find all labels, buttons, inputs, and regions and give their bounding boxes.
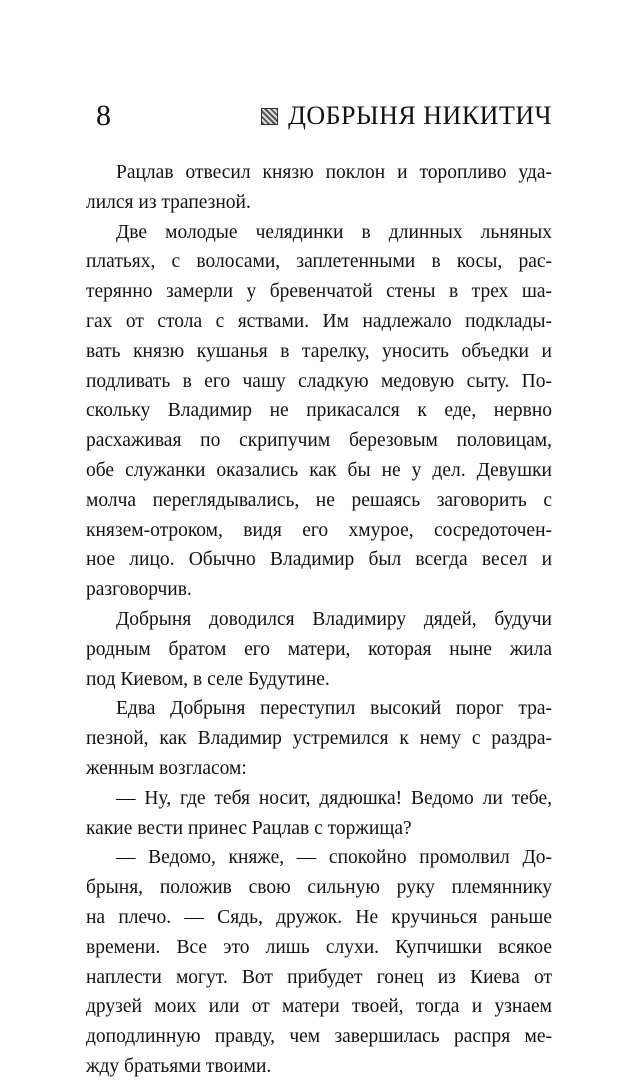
text-line: молча переглядывались, не решаясь заговорить с (86, 489, 552, 511)
text-line: времени. Все это лишь слухи. Купчишки всякое (86, 936, 552, 958)
text-line: — Ведомо, княже, — спокойно промолвил До- (116, 847, 552, 869)
text-line: Рацлав отвесил князю поклон и торопливо уда- (116, 162, 552, 183)
text-line: скольку Владимир не прикасался к еде, нервно (86, 400, 552, 422)
text-line: — Ну, где тебя носит, дядюшка! Ведомо ли тебе, (116, 787, 552, 809)
text-line: доподлинную правду, чем завершилась распря ме- (86, 1026, 552, 1048)
text-line: терянно замерли у бревенчатой стены в трех ша- (86, 281, 552, 303)
text-line: ное лицо. Обычно Владимир был всегда весел и (86, 549, 552, 571)
text-line: наплести могут. Вот прибудет гонец из Киева от (86, 966, 552, 988)
text-line: какие вести принес Рацлав с торжища? (86, 817, 412, 839)
text-line: расхаживая по скрипучим березовым половицам, (86, 430, 552, 452)
text-line: женным возгласом: (86, 757, 247, 779)
text-line: разговорчив. (86, 579, 192, 601)
body-text (86, 158, 552, 1082)
text-line: друзей моих или от матери твоей, тогда и узнаем (86, 996, 552, 1018)
ornament-icon (261, 108, 278, 125)
text-line: подливать в его чашу сладкую медовую сыту. По- (86, 370, 552, 392)
page-number: 8 (96, 99, 111, 132)
text-line: лился из трапезной. (86, 191, 251, 213)
text-line: гах от стола с яствами. Им надлежало подклады- (86, 310, 552, 332)
text-line: жду братьями твоими. (86, 1055, 272, 1077)
text-line: Едва Добрыня переступил высокий порог тра- (116, 698, 552, 720)
text-line: Добрыня доводился Владимиру дядей, будучи (116, 608, 552, 630)
text-line: брыня, положив свою сильную руку племяннику (86, 877, 552, 899)
text-line: родным братом его матери, которая ныне жила (86, 638, 552, 660)
page-header (86, 96, 552, 136)
text-line: под Киевом, в селе Будутине. (86, 668, 330, 690)
running-head (261, 96, 552, 136)
text-line: князем-отроком, видя его хмурое, сосредоточен- (86, 519, 552, 541)
text-line: обе служанки оказались как бы не у дел. Девушки (86, 459, 552, 481)
text-line: вать князю кушанья в тарелку, уносить объедки и (86, 340, 552, 362)
text-line: Две молодые челядинки в длинных льняных (116, 221, 552, 243)
text-line: платьях, с волосами, заплетенными в косы, рас- (86, 251, 552, 273)
running-title: ДОБРЫНЯ НИКИТИЧ (288, 101, 552, 130)
text-line: пезной, как Владимир устремился к нему с раздра- (86, 728, 552, 750)
text-line: на плечо. — Сядь, дружок. Не кручинься раньше (86, 906, 552, 928)
